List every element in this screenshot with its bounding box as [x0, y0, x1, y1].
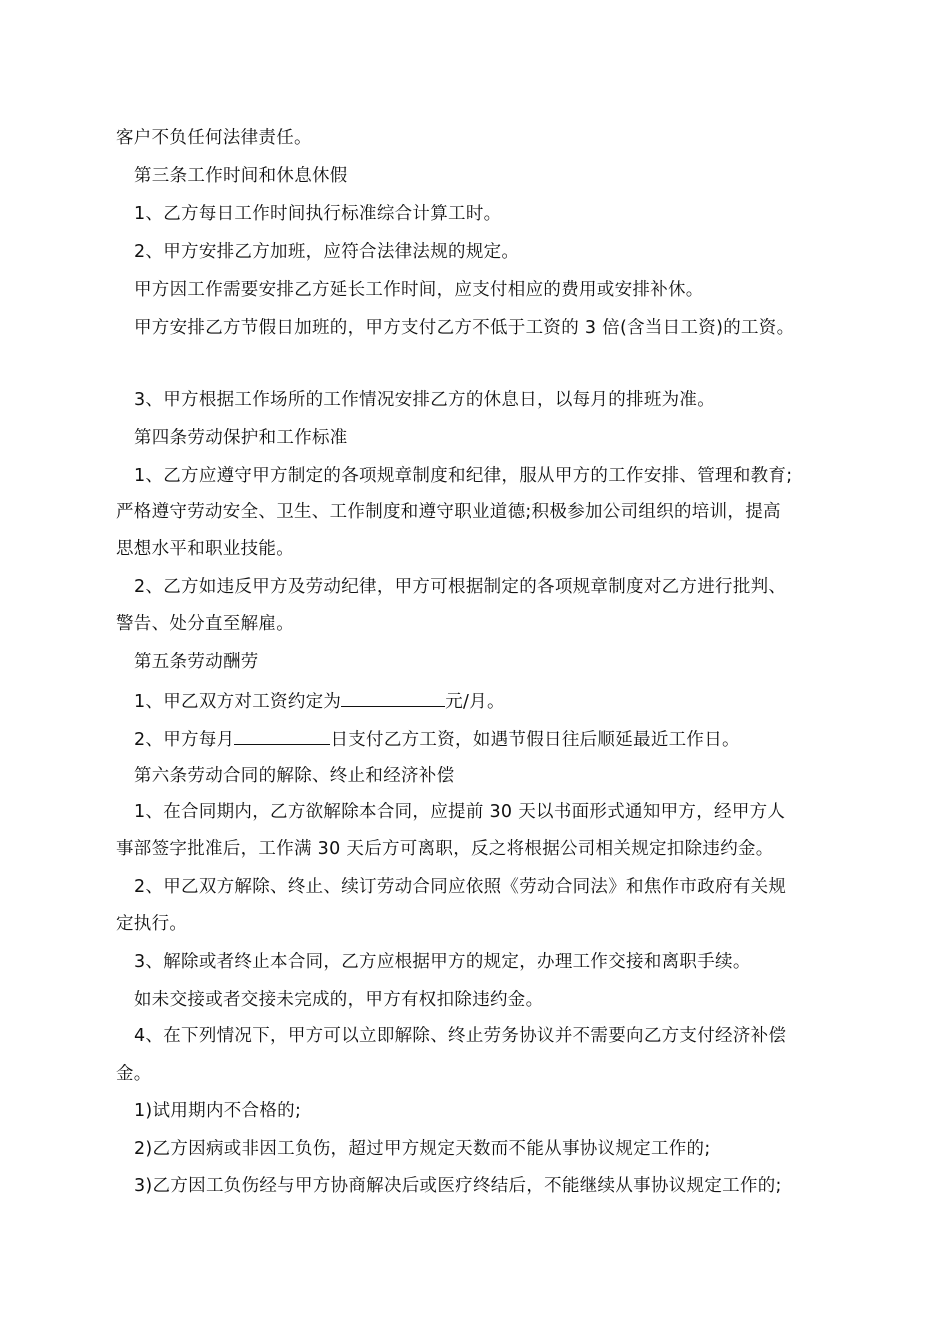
list-item: 1)试用期内不合格的;: [134, 1101, 302, 1121]
salary-blank[interactable]: [341, 688, 445, 707]
text-line: 3、解除或者终止本合同，乙方应根据甲方的规定，办理工作交接和离职手续。: [134, 952, 751, 972]
section-heading: 第四条劳动保护和工作标准: [134, 428, 348, 448]
text-line: 警告、处分直至解雇。: [116, 614, 294, 634]
text-line: 甲方安排乙方节假日加班的，甲方支付乙方不低于工资的 3 倍(含当日工资)的工资。: [134, 318, 795, 338]
text-line: 4、在下列情况下，甲方可以立即解除、终止劳务协议并不需要向乙方支付经济补偿: [134, 1026, 787, 1046]
text-line: 思想水平和职业技能。: [116, 539, 294, 559]
text-line: 客户不负任何法律责任。: [116, 128, 312, 148]
section-heading: 第六条劳动合同的解除、终止和经济补偿: [134, 766, 455, 786]
payday-rest: 日支付乙方工资，如遇节假日往后顺延最近工作日。: [330, 730, 740, 750]
list-item: 2)乙方因病或非因工负伤，超过甲方规定天数而不能从事协议规定工作的;: [134, 1139, 711, 1159]
payday-blank[interactable]: [234, 726, 330, 745]
text-line: 2、甲乙双方解除、终止、续订劳动合同应依照《劳动合同法》和焦作市政府有关规: [134, 877, 787, 897]
text-line: 定执行。: [116, 914, 188, 934]
text-line: 1、在合同期内，乙方欲解除本合同，应提前 30 天以书面形式通知甲方，经甲方人: [134, 802, 786, 822]
section-heading: 第五条劳动酬劳: [134, 652, 259, 672]
text-line: 甲方因工作需要安排乙方延长工作时间，应支付相应的费用或安排补休。: [134, 280, 704, 300]
text-line: 如未交接或者交接未完成的，甲方有权扣除违约金。: [134, 990, 544, 1010]
text-line: 1、乙方应遵守甲方制定的各项规章制度和纪律，服从甲方的工作安排、管理和教育;: [134, 466, 793, 486]
text-line: 2、甲方安排乙方加班，应符合法律法规的规定。: [134, 242, 520, 262]
salary-label: 1、甲乙双方对工资约定为: [134, 692, 342, 712]
payday-label: 2、甲方每月: [134, 730, 235, 750]
text-line: 3、甲方根据工作场所的工作情况安排乙方的休息日，以每月的排班为准。: [134, 390, 716, 410]
salary-unit: 元/月。: [445, 692, 505, 712]
list-item: 3)乙方因工负伤经与甲方协商解决后或医疗终结后，不能继续从事协议规定工作的;: [134, 1176, 782, 1196]
section-heading: 第三条工作时间和休息休假: [134, 166, 348, 186]
salary-line: [134, 688, 505, 714]
payday-line: [134, 726, 740, 752]
text-line: 2、乙方如违反甲方及劳动纪律，甲方可根据制定的各项规章制度对乙方进行批判、: [134, 577, 787, 597]
text-line: 1、乙方每日工作时间执行标准综合计算工时。: [134, 204, 502, 224]
text-line: 金。: [116, 1064, 152, 1084]
text-line: 严格遵守劳动安全、卫生、工作制度和遵守职业道德;积极参加公司组织的培训，提高: [116, 502, 781, 522]
text-line: 事部签字批准后，工作满 30 天后方可离职，反之将根据公司相关规定扣除违约金。: [116, 839, 774, 859]
